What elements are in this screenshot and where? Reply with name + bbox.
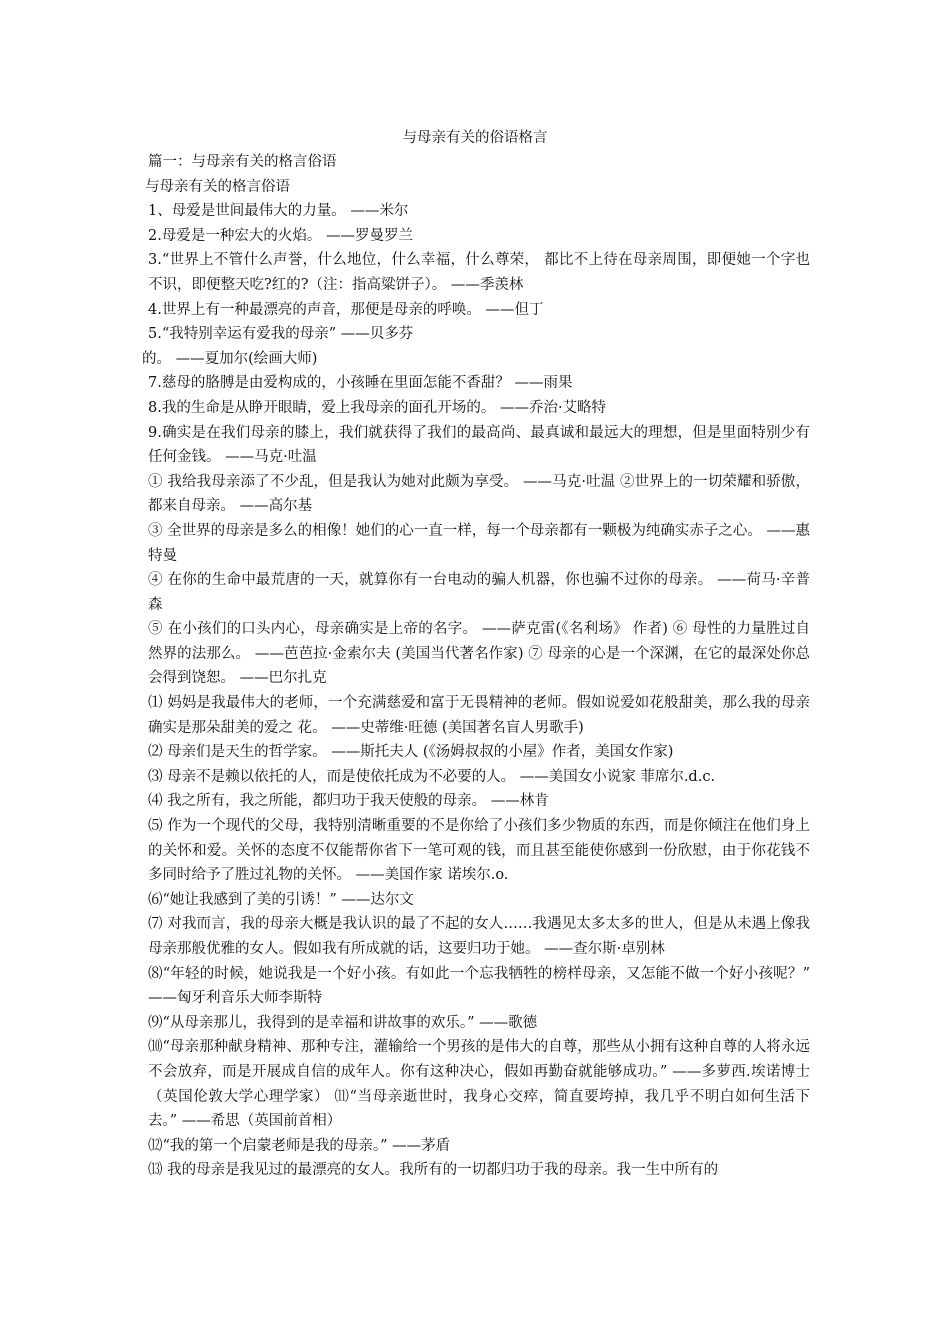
paragraph-quote: 2.母爱是一种宏大的火焰。 ——罗曼罗兰: [148, 227, 413, 244]
paragraph-quote: ⑵ 母亲们是天生的哲学家。 ——斯托夫人 (《汤姆叔叔的小屋》作者，美国女作家): [148, 744, 674, 761]
paragraph-quote: ④ 在你的生命中最荒唐的一天，就算你有一台电动的骗人机器，你也骗不过你的母亲。 ——荷马·辛普森: [148, 572, 810, 613]
paragraph-quote: ⑷ 我之所有，我之所能，都归功于我天使般的母亲。 ——林肯: [148, 793, 549, 810]
paragraph-quote: 4.世界上有一种最漂亮的声音，那便是母亲的呼唤。 ——但丁: [148, 301, 544, 318]
paragraph-quote: ③ 全世界的母亲是多么的相像！她们的心一直一样，每一个母亲都有一颗极为纯确实赤子之心。 ——惠特曼: [148, 522, 810, 564]
document-title: 与母亲有关的俗语格言: [402, 130, 548, 146]
paragraph-quote: ⑽“母亲那种献身精神、那种专注，灌输给一个男孩的是伟大的自尊，那些从小拥有这种自尊的人将永远不会放弃，而是开展成自信的成年人。你有这种决心，假如再勤奋就能够成功。” ——多萝西.埃诺博士 （英国伦敦大学心理学家） ⑾“当母亲逝世时，我身心交瘁，简直要垮掉，我几乎不明白如何生活下去。” ——希思（英国前首相）: [148, 1039, 810, 1130]
paragraph-quote: ⑤ 在小孩们的口头内心，母亲确实是上帝的名字。 ——萨克雷(《名利场》 作者) ⑥ 母性的力量胜过自然界的法那么。 ——芭芭拉·金索尔夫 (美国当代著名作家) ⑦ 母亲的心是一个深渊，在它的最深处你总会得到饶恕。 ——巴尔扎克: [148, 621, 810, 687]
paragraph-quote: ⑸ 作为一个现代的父母，我特别清晰重要的不是你给了小孩们多少物质的东西，而是你倾注在他们身上的关怀和爱。关怀的态度不仅能帮你省下一笔可观的钱，而且甚至能使你感到一份欣慰，由于你花钱不多同时给予了胜过礼物的关怀。 ——美国作家 诺埃尔.o.: [148, 818, 810, 884]
paragraph-quote: 的。 ——夏加尔(绘画大师): [142, 350, 318, 367]
paragraph-quote: ⑻“年轻的时候，她说我是一个好小孩。有如此一个忘我牺牲的榜样母亲，又怎能不做一个好小孩呢？” ——匈牙利音乐大师李斯特: [148, 965, 810, 1007]
paragraph-quote: 3.“世界上不管什么声誉，什么地位，什么幸福，什么尊荣， 都比不上待在母亲周围，即便她一个字也不识，即便整天吃?红的?（注：指高粱饼子）。 ——季羡林: [148, 252, 810, 293]
paragraph-quote: 8.我的生命是从睁开眼睛，爱上我母亲的面孔开场的。 ——乔治·艾略特: [148, 399, 607, 416]
paragraph-quote: 7.慈母的胳膊是由爱构成的，小孩睡在里面怎能不香甜？ ——雨果: [148, 375, 573, 392]
document-body: [142, 150, 810, 1183]
paragraph-quote: 1、母爱是世间最伟大的力量。 ——米尔: [148, 203, 409, 220]
paragraph-quote: ⑹“她让我感到了美的引诱！” ——达尔文: [148, 891, 414, 908]
paragraph-quote: ⑴ 妈妈是我最伟大的老师，一个充满慈爱和富于无畏精神的老师。假如说爱如花般甜美，那么我的母亲确实是那朵甜美的爱之 花。 ——史蒂维·旺德 (美国著名盲人男歌手): [148, 695, 810, 736]
paragraph-quote: ① 我给我母亲添了不少乱，但是我认为她对此颇为享受。 ——马克·吐温 ②世界上的一切荣耀和骄傲，都来自母亲。 ——高尔基: [148, 473, 810, 515]
paragraph-quote: ⑶ 母亲不是赖以依托的人，而是使依托成为不必要的人。 ——美国女小说家 菲席尔.d.c.: [148, 768, 716, 785]
paragraph-quote: ⑺ 对我而言，我的母亲大概是我认识的最了不起的女人……我遇见太多太多的世人，但是从未遇上像我母亲那般优雅的女人。假如我有所成就的话，这要归功于她。 ——查尔斯·卓别林: [148, 916, 810, 957]
paragraph-quote: ⑿“我的第一个启蒙老师是我的母亲。” ——茅盾: [148, 1137, 451, 1154]
paragraph-quote: 5.“我特别幸运有爱我的母亲” ——贝多芬: [148, 326, 414, 343]
paragraph-section-heading: 篇一：与母亲有关的格言俗语: [148, 154, 337, 170]
paragraph-subheading: 与母亲有关的格言俗语: [145, 178, 290, 195]
paragraph-quote: 9.确实是在我们母亲的膝上，我们就获得了我们的最高尚、最真诚和最远大的理想，但是里面特别少有任何金钱。 ——马克·吐温: [148, 424, 810, 466]
paragraph-quote: ⒀ 我的母亲是我见过的最漂亮的女人。我所有的一切都归功于我的母亲。我一生中所有的: [148, 1162, 719, 1179]
paragraph-quote: ⑼“从母亲那儿，我得到的是幸福和讲故事的欢乐。” ——歌德: [148, 1014, 538, 1031]
